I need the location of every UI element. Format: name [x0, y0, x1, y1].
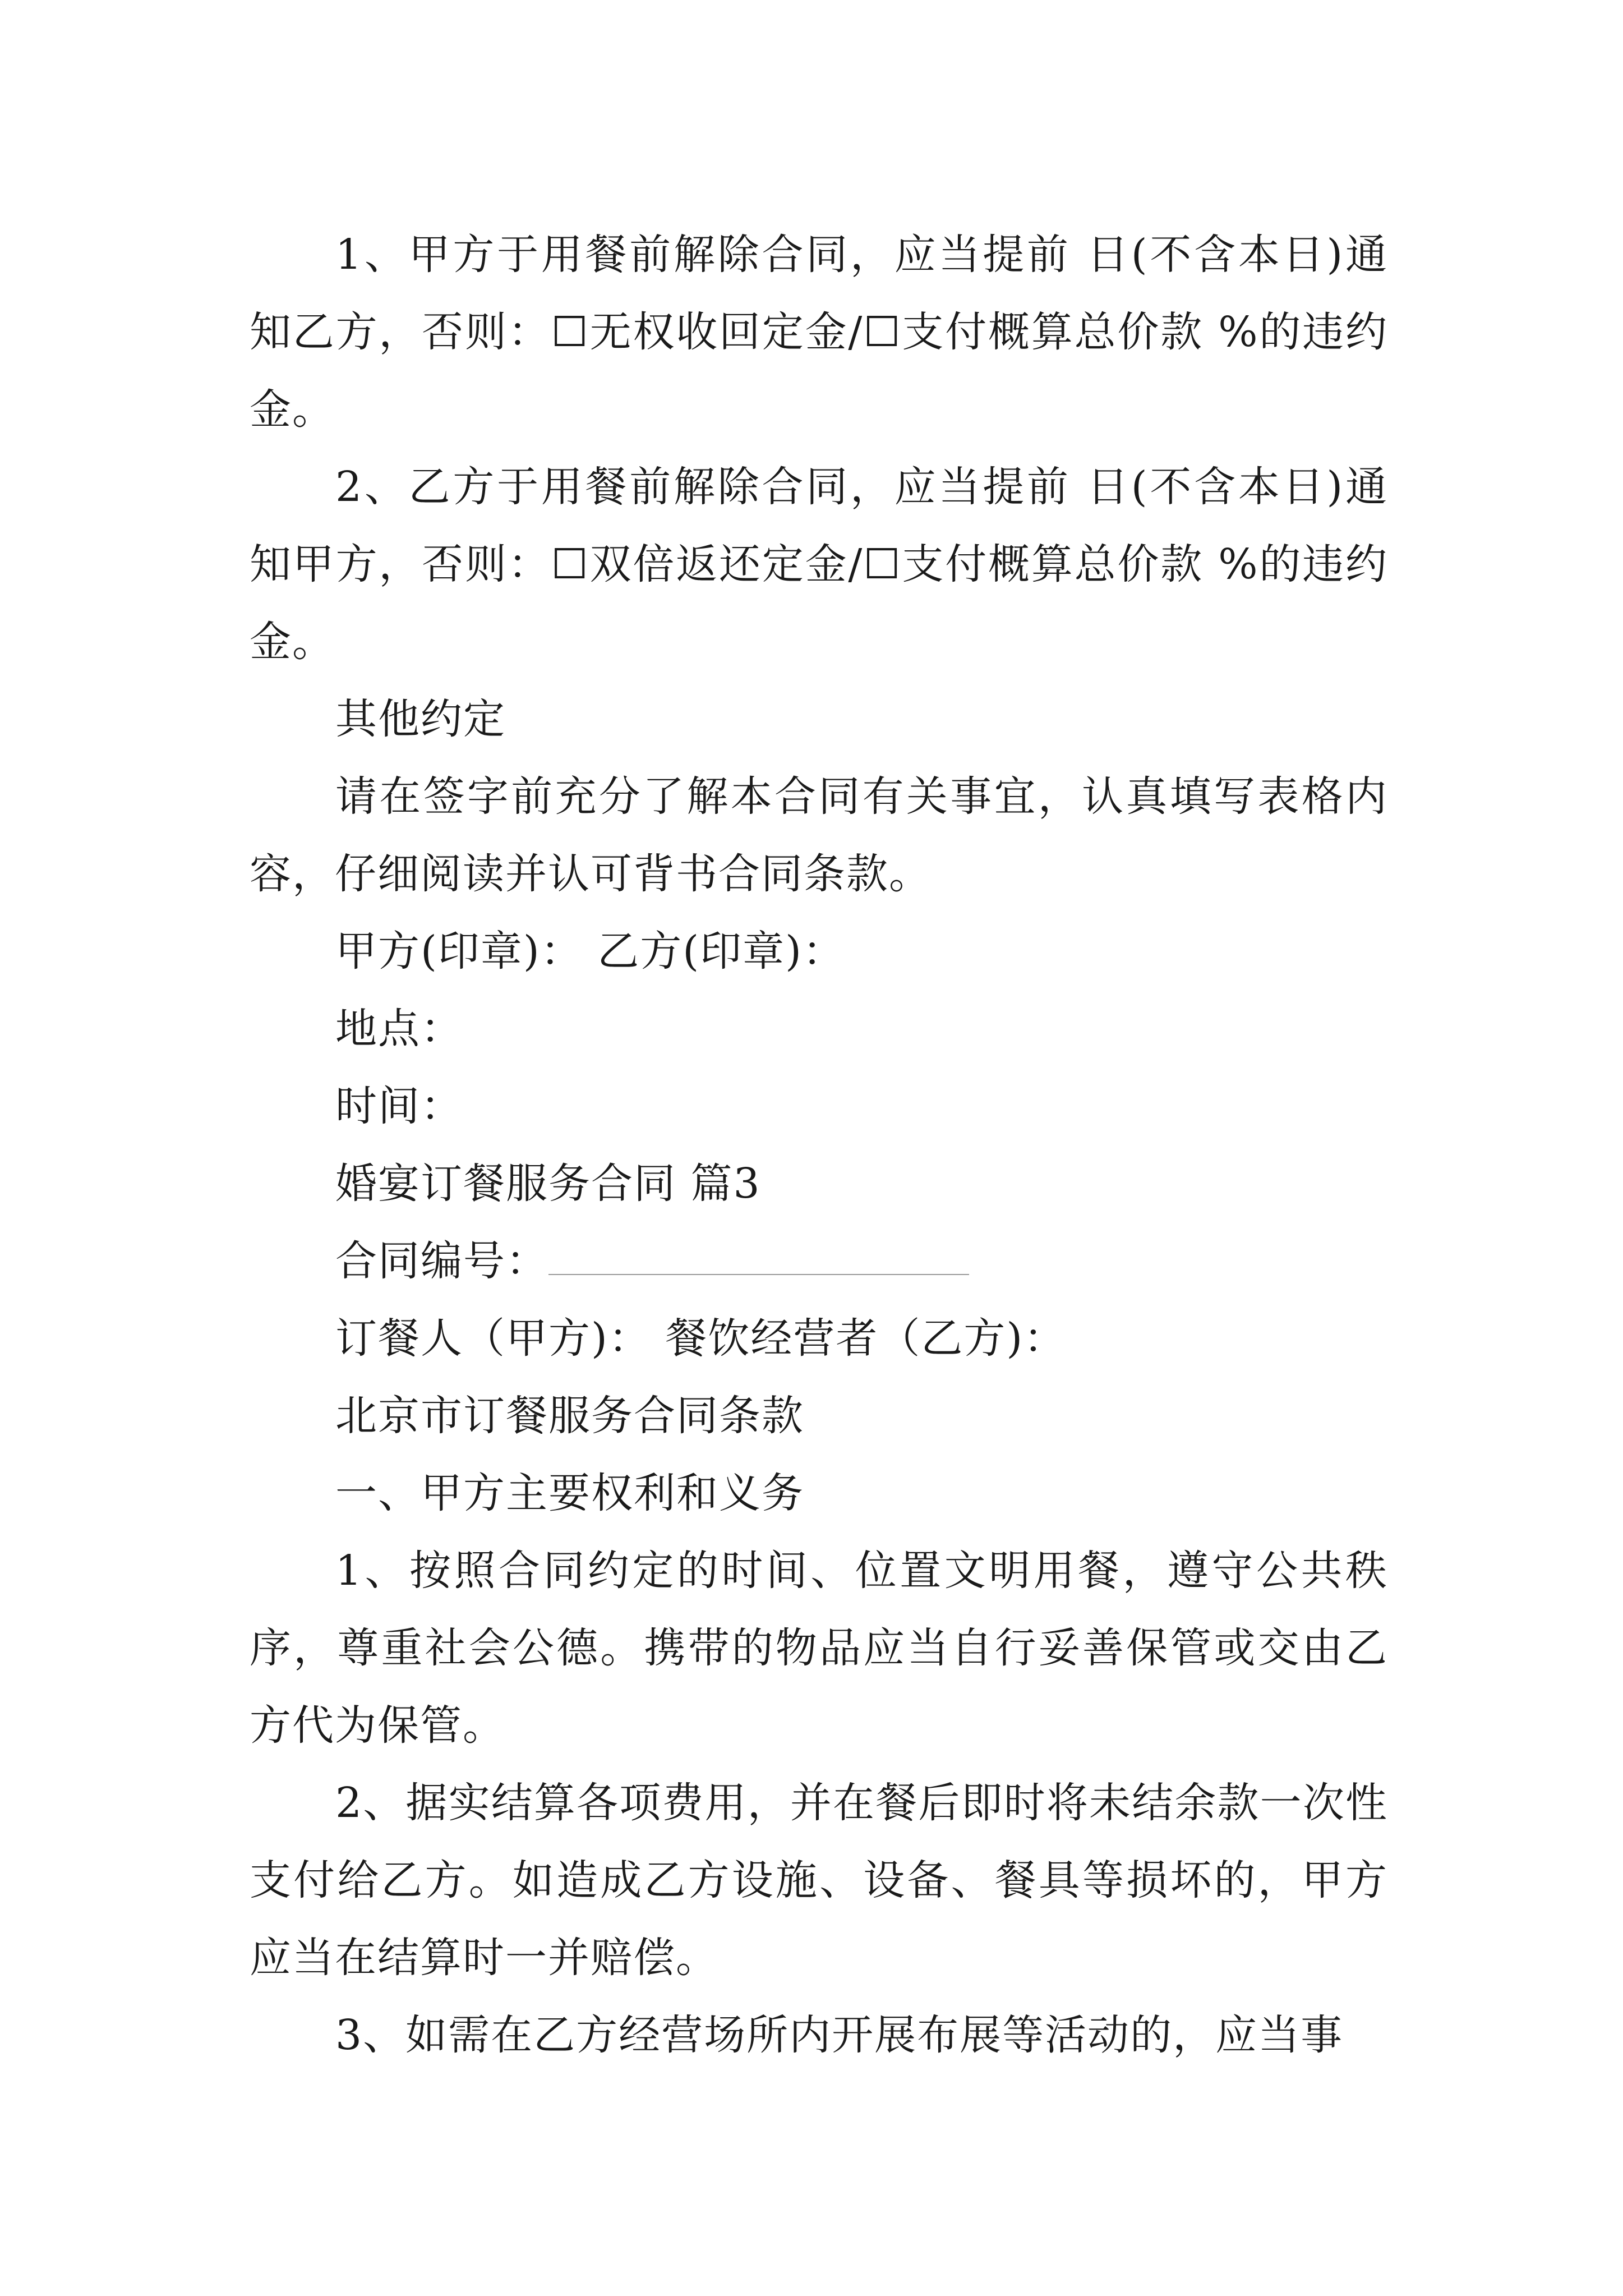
- location-line: 地点：: [335, 1005, 463, 1053]
- clause-exhibition: 3、如需在乙方经营场所内开展布展等活动的，应当事: [335, 2011, 1344, 2059]
- contract-number-blank: [548, 1240, 969, 1275]
- contract-number-line: [250, 1222, 1388, 1300]
- time-line: 时间：: [335, 1082, 463, 1130]
- notice-before-signing: 请在签字前充分了解本合同有关事宜，认真填写表格内容，仔细阅读并认可背书合同条款。: [250, 772, 1388, 898]
- parties-line: 订餐人（甲方)： 餐饮经营者（乙方)：: [335, 1314, 1067, 1363]
- clause-dining-conduct: 1、按照合同约定的时间、位置文明用餐，遵守公共秩序，尊重社会公德。携带的物品应当自行妥善保管或交由乙方代为保管。: [250, 1547, 1388, 1750]
- terms-heading: 北京市订餐服务合同条款: [335, 1392, 804, 1440]
- contract-number-label: 合同编号：: [335, 1237, 548, 1285]
- clause-party-b-termination: 2、乙方于用餐前解除合同，应当提前 日(不含本日)通知甲方，否则：☐双倍返还定金/☐支付概算总价款 %的违约金。: [250, 463, 1388, 666]
- contract-title-part3: 婚宴订餐服务合同 篇3: [335, 1159, 761, 1208]
- document-page: [250, 216, 1388, 2074]
- section-heading-party-a-rights: 一、甲方主要权利和义务: [335, 1469, 804, 1517]
- section-heading-other-terms: 其他约定: [335, 695, 506, 743]
- clause-party-a-termination: 1、甲方于用餐前解除合同，应当提前 日(不含本日)通知乙方，否则：☐无权收回定金/☐支付概算总价款 %的违约金。: [250, 231, 1388, 434]
- seal-line: 甲方(印章)： 乙方(印章)：: [335, 927, 846, 976]
- clause-settlement: 2、据实结算各项费用，并在餐后即时将未结余款一次性支付给乙方。如造成乙方设施、设备、餐具等损坏的，甲方应当在结算时一并赔偿。: [250, 1779, 1388, 1982]
